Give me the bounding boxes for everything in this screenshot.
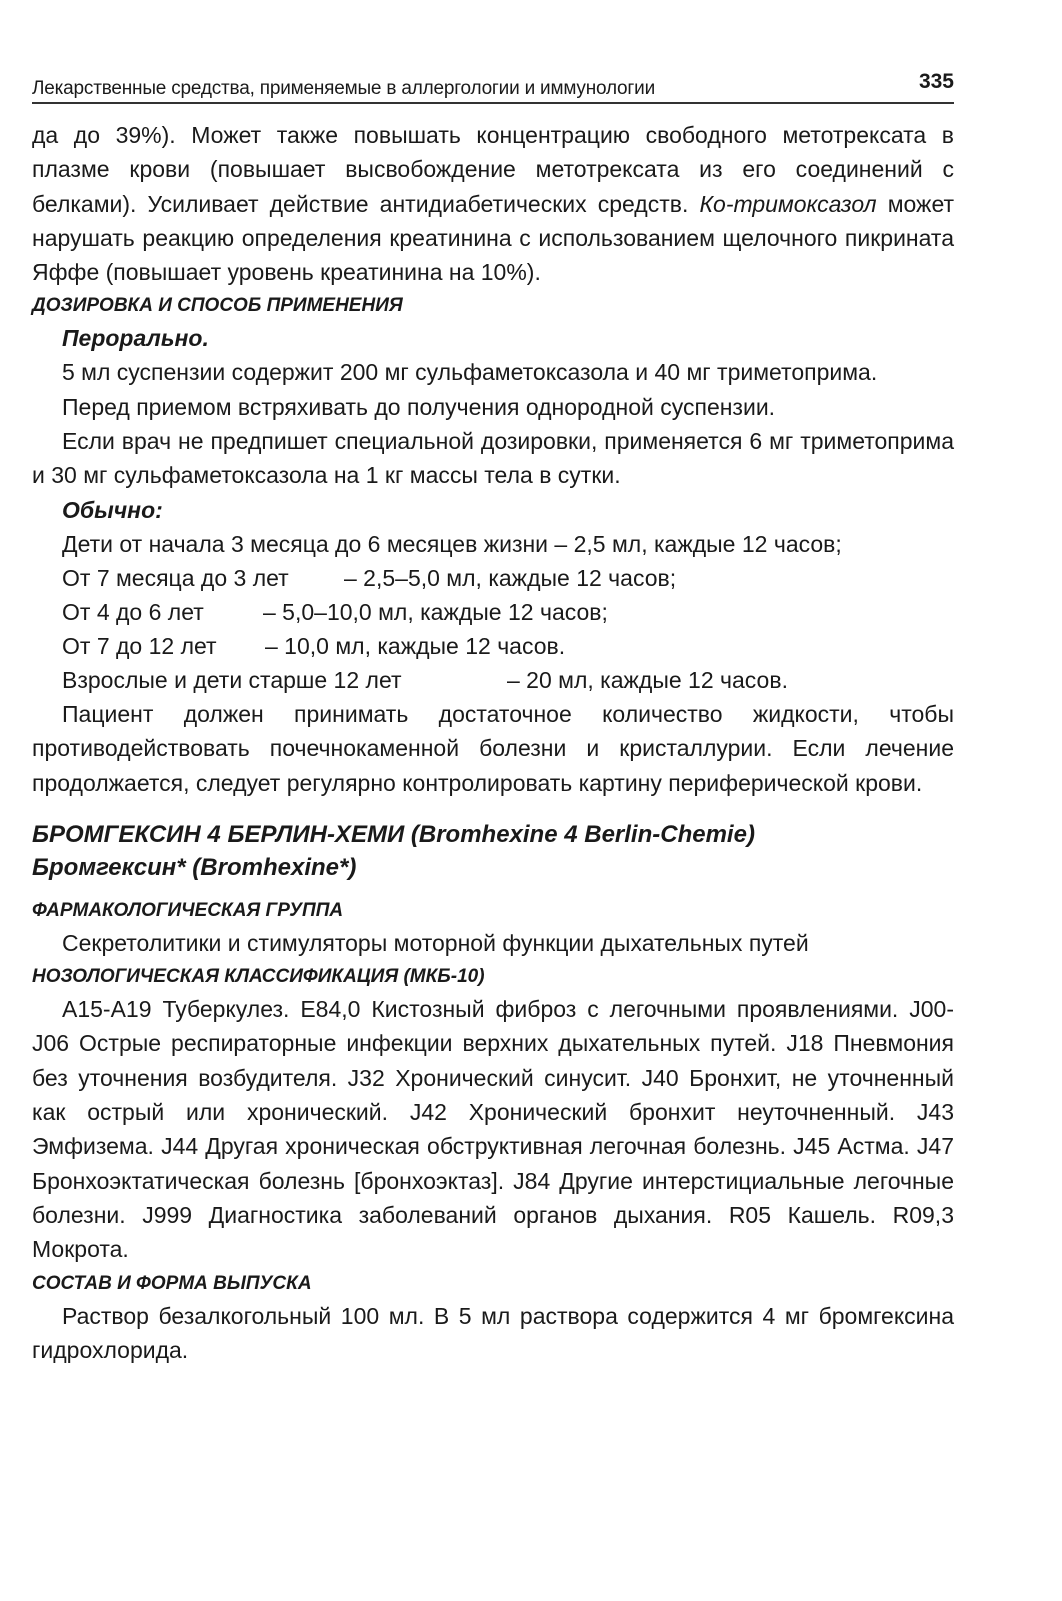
nosology-heading: НОЗОЛОГИЧЕСКАЯ КЛАССИФИКАЦИЯ (МКБ-10) xyxy=(32,966,485,988)
oral-subheading: Перорально. xyxy=(62,325,209,352)
dose-age: От 7 до 12 лет xyxy=(62,632,217,659)
pharm-group-heading: ФАРМАКОЛОГИЧЕСКАЯ ГРУППА xyxy=(32,899,344,921)
interactions-paragraph xyxy=(32,118,954,289)
running-header xyxy=(32,72,954,104)
dose-row xyxy=(32,629,954,663)
drug-name-italic: Ко-тримоксазол xyxy=(699,190,877,217)
composition-paragraph: Раствор безалкогольный 100 мл. В 5 мл раствора содержится 4 мг бромгексина гидрохлорида. xyxy=(32,1302,954,1363)
pharm-group-paragraph: Секретолитики и стимуляторы моторной функции дыхательных путей xyxy=(62,929,809,956)
dose-amount: – 5,0–10,0 мл, каждые 12 часов; xyxy=(263,598,608,625)
interactions-text-b: может нарушать реакцию определения креатинина с использованием щелочного пикрината Яффе (повышает уровень креатинина на 10%). xyxy=(32,190,955,286)
dosage-heading: ДОЗИРОВКА И СПОСОБ ПРИМЕНЕНИЯ xyxy=(32,295,403,317)
dose-amount: – 20 мл, каждые 12 часов. xyxy=(507,666,788,693)
dose-amount: – 2,5–5,0 мл, каждые 12 часов; xyxy=(344,564,677,591)
usually-subheading: Обычно: xyxy=(62,496,163,523)
nosology-paragraph: A15-A19 Туберкулез. E84,0 Кистозный фиброз с легочными проявлениями. J00-J06 Острые респираторные инфекции верхних дыхательных путей. J18 Пневмония без уточнения возбудителя. J32 Хронический синусит. J40 Бронхит, не уточненный как острый или хронический. J42 Хронический бронхит неуточненный. J43 Эмфизема. J44 Другая хроническая обструктивная легочная болезнь. J45 Астма. J47 Бронхоэктатическая болезнь [бронхоэктаз]. J84 Другие интерстициальные легочные болезни. J999 Диагностика заболеваний органов дыхания. R05 Кашель. R09,3 Мокрота. xyxy=(32,996,954,1263)
section-gap xyxy=(32,884,954,894)
suspension-paragraph: 5 мл суспензии содержит 200 мг сульфаметоксазола и 40 мг триметоприма. xyxy=(62,359,878,386)
composition-heading: СОСТАВ И ФОРМА ВЫПУСКА xyxy=(32,1272,312,1294)
dose-age: От 7 месяца до 3 лет xyxy=(62,564,289,591)
dose-age: Взрослые и дети старше 12 лет xyxy=(62,666,402,693)
dose-amount: – 10,0 мл, каждые 12 часов. xyxy=(265,632,566,659)
dose-row xyxy=(32,561,954,595)
fluid-paragraph: Пациент должен принимать достаточное количество жидкости, чтобы противодействовать почечнокаменной болезни и кристаллурии. Если лечение продолжается, следует регулярно контролировать картину периферической крови. xyxy=(32,700,954,796)
children-dose-paragraph: Дети от начала 3 месяца до 6 месяцев жизни – 2,5 мл, каждые 12 часов; xyxy=(62,530,842,557)
running-title: Лекарственные средства, применяемые в аллергологии и иммунологии xyxy=(32,78,655,99)
drug-generic-title: Бромгексин* (Bromhexine*) xyxy=(32,853,357,881)
dose-age: От 4 до 6 лет xyxy=(62,598,204,625)
dose-row xyxy=(32,663,954,697)
dose-row xyxy=(32,595,954,629)
doctor-dosage-paragraph: Если врач не предпишет специальной дозировки, применяется 6 мг триметоприма и 30 мг сульфаметоксазола на 1 кг массы тела в сутки. xyxy=(32,428,954,489)
interactions-text-a: да до 39%). Может также повышать концентрацию свободного метотрексата в плазме крови (повышает высвобождение метотрексата из его соединений с белками). Усиливает действие антидиабетических средств. xyxy=(32,122,954,217)
page-number: 335 xyxy=(918,70,954,93)
drug-title: БРОМГЕКСИН 4 БЕРЛИН-ХЕМИ (Bromhexine 4 Berlin-Chemie) xyxy=(32,820,755,848)
shake-paragraph: Перед приемом встряхивать до получения однородной суспензии. xyxy=(62,393,776,420)
page-content xyxy=(32,118,954,1367)
